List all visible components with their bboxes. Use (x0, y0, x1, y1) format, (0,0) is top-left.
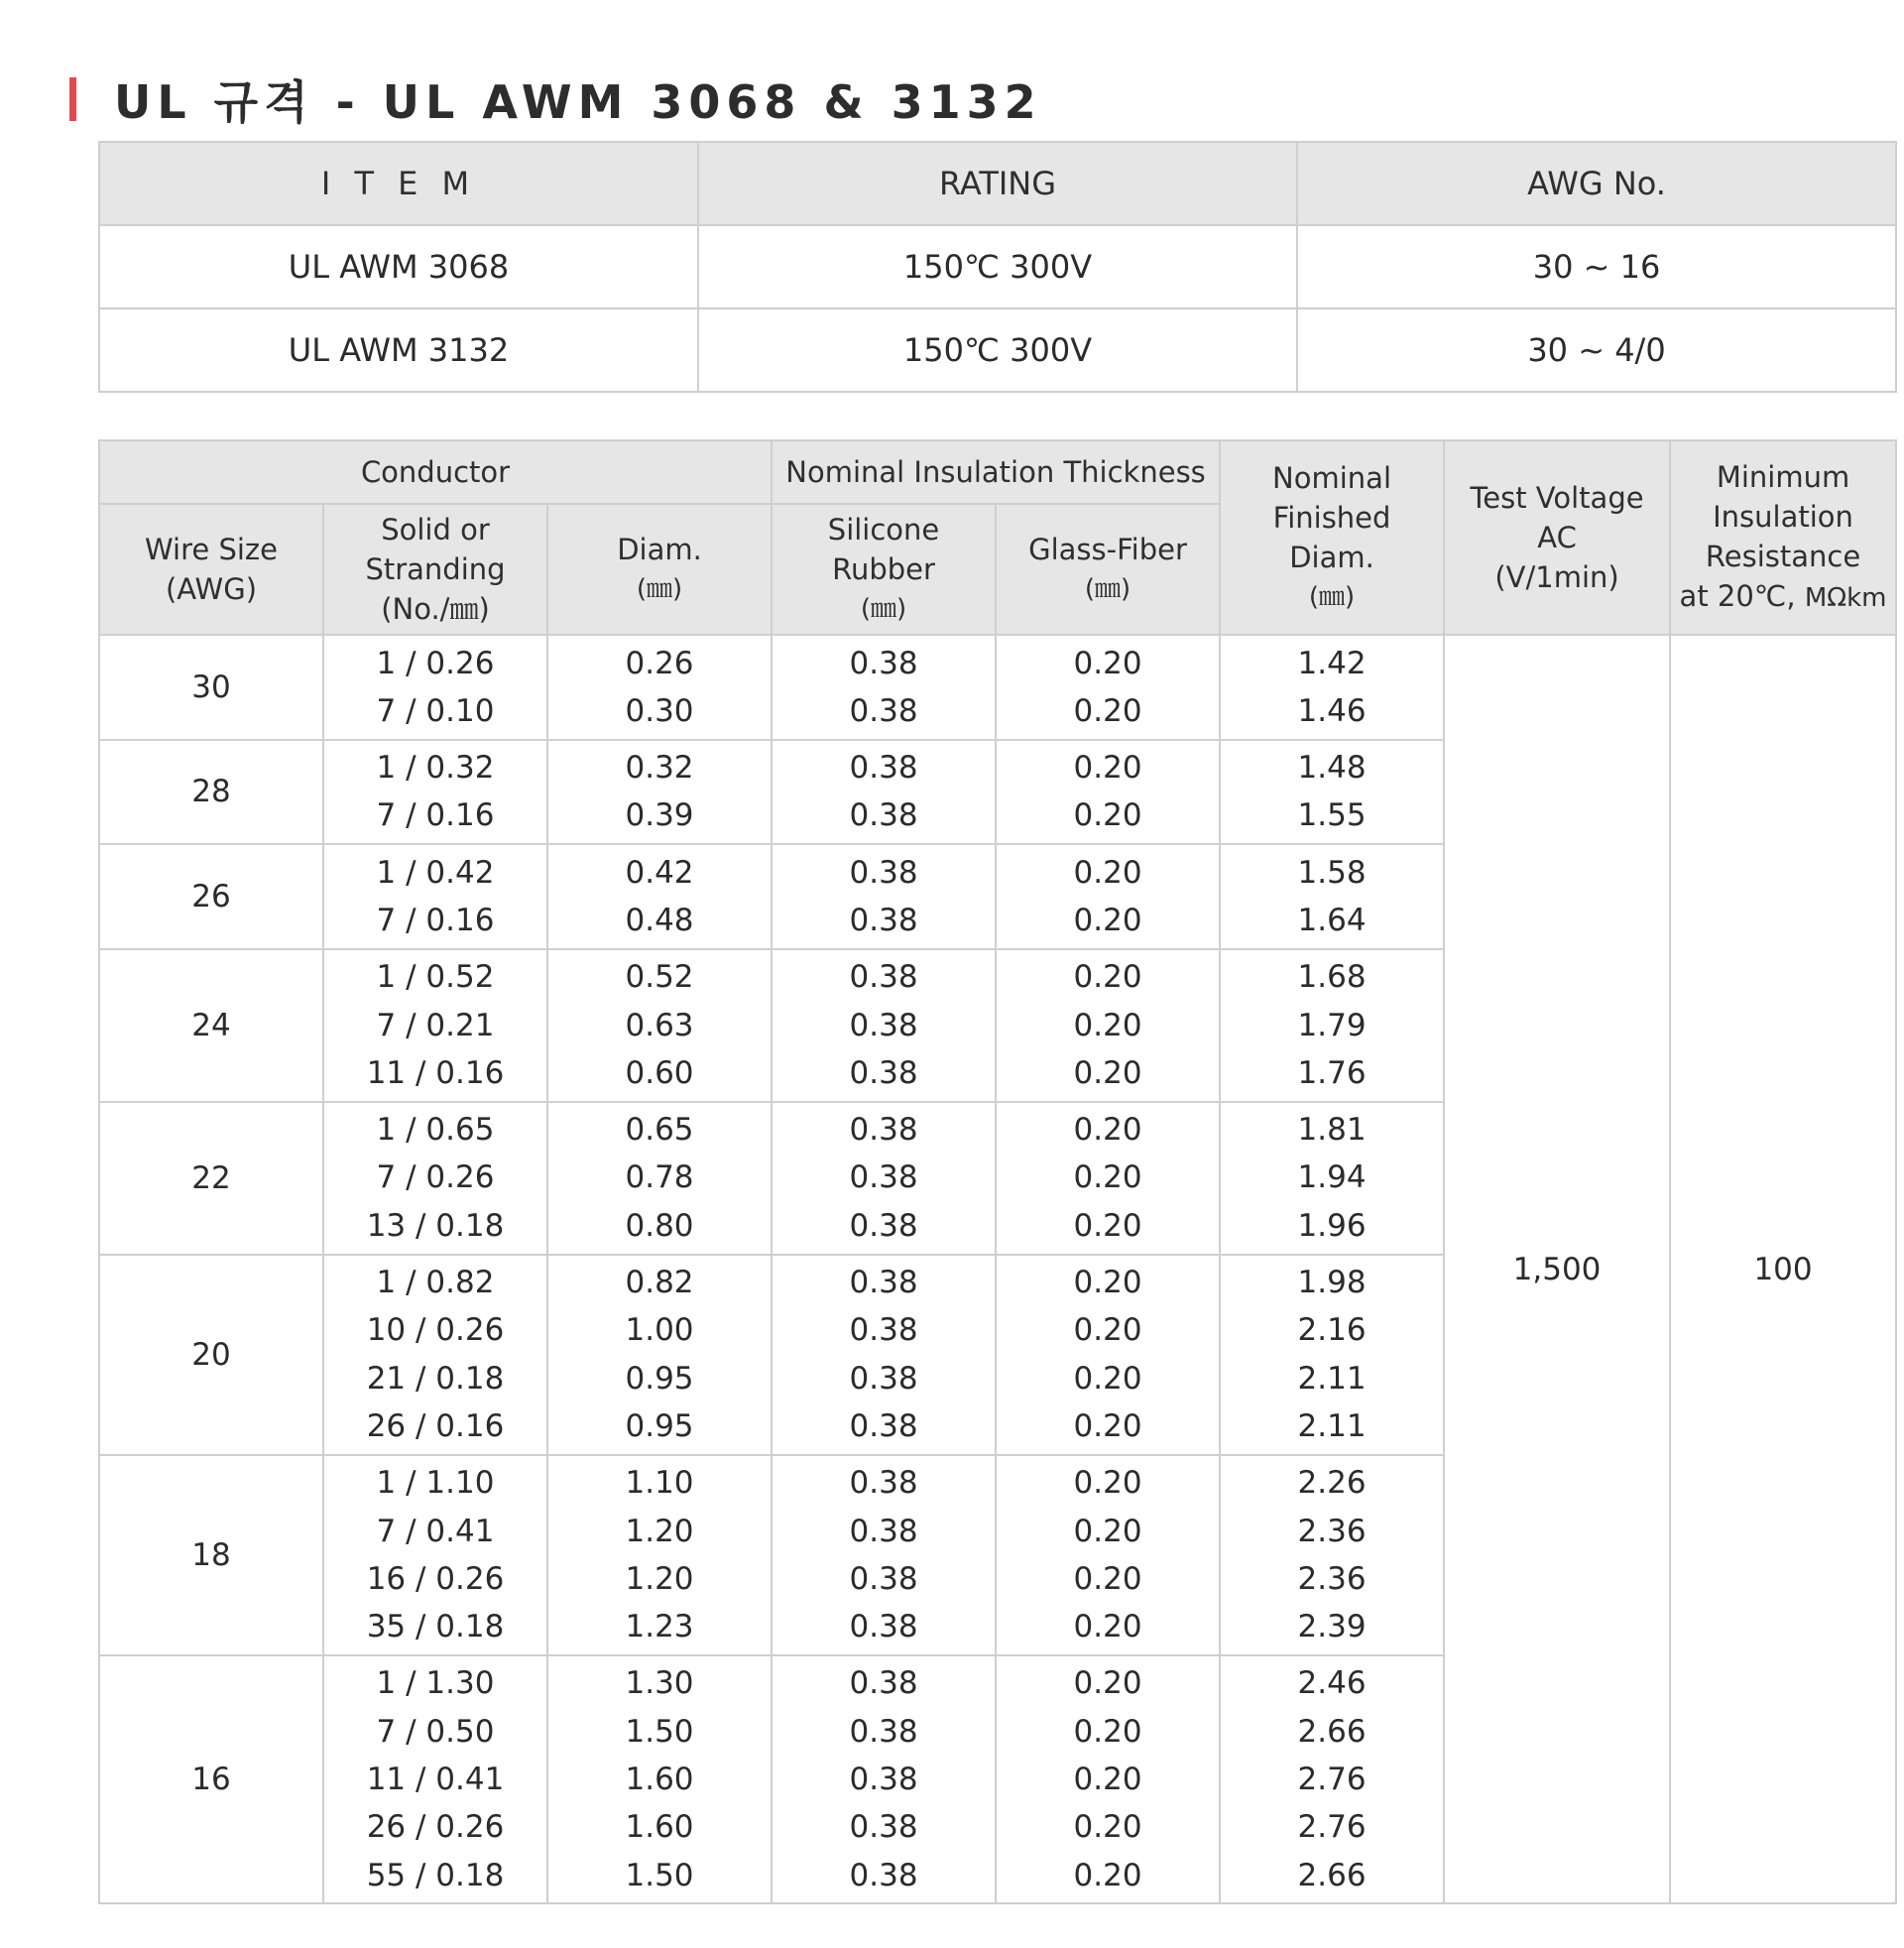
cell-value: 0.65 (625, 1112, 694, 1149)
cell-value: 0.38 (849, 1265, 918, 1301)
cell-value: 1.20 (625, 1513, 694, 1549)
finished-diam-cell (1220, 740, 1444, 845)
cell-value: 0.20 (1073, 1312, 1142, 1349)
wire-size-cell: 28 (99, 740, 323, 845)
cell-value: 1.55 (1297, 797, 1367, 834)
cell-value: 0.60 (625, 1054, 694, 1091)
cell-value: 0.38 (849, 854, 918, 891)
table-row (99, 308, 1896, 392)
cell-value: 0.20 (1073, 1265, 1142, 1301)
cell-value: 11 / 0.41 (366, 1762, 505, 1798)
cell-value: 0.78 (625, 1159, 694, 1196)
cell-value: 0.20 (1073, 797, 1142, 834)
cell-value: 0.80 (625, 1207, 694, 1244)
cell-value: 0.38 (849, 1207, 918, 1244)
wire-size-cell: 30 (99, 635, 323, 740)
silicone-rubber-cell (772, 740, 996, 845)
cell-value: 0.20 (1073, 902, 1142, 938)
cell-value: 1.94 (1297, 1159, 1367, 1196)
stranding-cell (323, 1455, 547, 1655)
cell-value: 1.79 (1297, 1007, 1367, 1043)
cell-value: 2.66 (1297, 1713, 1367, 1750)
finished-diam-cell (1220, 1102, 1444, 1255)
cell-value: 13 / 0.18 (366, 1207, 505, 1244)
cell-value: 0.20 (1073, 1407, 1142, 1444)
cell-value: 2.11 (1297, 1407, 1367, 1444)
cell-value: 0.30 (625, 692, 694, 729)
cell-value: 0.20 (1073, 854, 1142, 891)
cell-value: 0.38 (849, 1159, 918, 1196)
cell-value: 0.82 (625, 1265, 694, 1301)
cell-value: 1 / 0.52 (376, 959, 495, 996)
cell-value: 7 / 0.16 (376, 797, 495, 834)
awg-cell: 30 ~ 16 (1297, 225, 1896, 308)
glass-fiber-cell (996, 1255, 1220, 1455)
cell-value: 35 / 0.18 (366, 1609, 505, 1645)
cell-value: 0.95 (625, 1360, 694, 1397)
stranding-cell (323, 1255, 547, 1455)
cell-value: 0.20 (1073, 1360, 1142, 1397)
cell-value: 0.20 (1073, 1713, 1142, 1750)
cell-value: 0.20 (1073, 1762, 1142, 1798)
cell-value: 10 / 0.26 (366, 1312, 505, 1349)
page-title: UL 규격 - UL AWM 3068 & 3132 (114, 75, 1042, 129)
cell-value: 1 / 0.32 (376, 750, 495, 787)
cell-value: 0.32 (625, 750, 694, 787)
cell-value: 0.20 (1073, 750, 1142, 787)
cell-value: 7 / 0.10 (376, 692, 495, 729)
diam-cell (547, 1255, 772, 1455)
cell-value: 0.20 (1073, 692, 1142, 729)
section-title (69, 71, 1042, 127)
wire-size-cell: 16 (99, 1655, 323, 1904)
cell-value: 2.16 (1297, 1312, 1367, 1349)
cell-value: 2.66 (1297, 1857, 1367, 1893)
cell-value: 0.38 (849, 1312, 918, 1349)
cell-value: 0.38 (849, 692, 918, 729)
diam-cell (547, 1455, 772, 1655)
header-test-voltage: Test Voltage AC (V/1min) (1444, 440, 1670, 635)
cell-value: 2.26 (1297, 1465, 1367, 1502)
cell-value: 2.76 (1297, 1809, 1367, 1846)
stranding-cell (323, 1102, 547, 1255)
header-silicone-rubber: Silicone Rubber (㎜) (772, 504, 996, 635)
cell-value: 1.20 (625, 1560, 694, 1597)
cell-value: 0.63 (625, 1007, 694, 1043)
header-rating: RATING (698, 142, 1297, 225)
cell-value: 1 / 0.82 (376, 1265, 495, 1301)
silicone-rubber-cell (772, 844, 996, 949)
cell-value: 1.00 (625, 1312, 694, 1349)
cell-value: 0.38 (849, 1665, 918, 1702)
cell-value: 0.20 (1073, 959, 1142, 996)
stranding-cell (323, 949, 547, 1102)
cell-value: 1.64 (1297, 902, 1367, 938)
cell-value: 11 / 0.16 (366, 1054, 505, 1091)
diam-cell (547, 635, 772, 740)
wire-size-cell: 24 (99, 949, 323, 1102)
cell-value: 0.20 (1073, 1560, 1142, 1597)
awg-cell: 30 ~ 4/0 (1297, 308, 1896, 392)
cell-value: 0.42 (625, 854, 694, 891)
cell-value: 1.30 (625, 1665, 694, 1702)
stranding-cell (323, 844, 547, 949)
glass-fiber-cell (996, 740, 1220, 845)
item-cell: UL AWM 3132 (99, 308, 698, 392)
finished-diam-cell (1220, 1455, 1444, 1655)
cell-value: 0.38 (849, 1857, 918, 1893)
cell-value: 1 / 1.10 (376, 1465, 495, 1502)
cell-value: 1.68 (1297, 959, 1367, 996)
stranding-cell (323, 1655, 547, 1904)
cell-value: 1.42 (1297, 645, 1367, 681)
cell-value: 1.10 (625, 1465, 694, 1502)
glass-fiber-cell (996, 1655, 1220, 1904)
silicone-rubber-cell (772, 1102, 996, 1255)
glass-fiber-cell (996, 1102, 1220, 1255)
item-cell: UL AWM 3068 (99, 225, 698, 308)
header-finished-diam: Nominal Finished Diam. (㎜) (1220, 440, 1444, 635)
finished-diam-cell (1220, 1655, 1444, 1904)
finished-diam-cell (1220, 844, 1444, 949)
diam-cell (547, 1655, 772, 1904)
cell-value: 1 / 0.26 (376, 645, 495, 681)
silicone-rubber-cell (772, 1255, 996, 1455)
stranding-cell (323, 635, 547, 740)
cell-value: 2.76 (1297, 1762, 1367, 1798)
cell-value: 0.39 (625, 797, 694, 834)
cell-value: 26 / 0.26 (366, 1809, 505, 1846)
cell-value: 0.38 (849, 1112, 918, 1149)
diam-cell (547, 844, 772, 949)
cell-value: 0.38 (849, 797, 918, 834)
stranding-cell (323, 740, 547, 845)
cell-value: 1.60 (625, 1762, 694, 1798)
cell-value: 7 / 0.41 (376, 1513, 495, 1549)
cell-value: 0.52 (625, 959, 694, 996)
cell-value: 0.20 (1073, 1112, 1142, 1149)
cell-value: 1.50 (625, 1713, 694, 1750)
silicone-rubber-cell (772, 1655, 996, 1904)
cell-value: 0.38 (849, 645, 918, 681)
glass-fiber-cell (996, 949, 1220, 1102)
cell-value: 0.20 (1073, 1513, 1142, 1549)
cell-value: 7 / 0.16 (376, 902, 495, 938)
cell-value: 0.38 (849, 902, 918, 938)
wire-size-cell: 22 (99, 1102, 323, 1255)
cell-value: 0.38 (849, 1465, 918, 1502)
cell-value: 1.58 (1297, 854, 1367, 891)
cell-value: 0.38 (849, 750, 918, 787)
glass-fiber-cell (996, 1455, 1220, 1655)
cell-value: 2.36 (1297, 1560, 1367, 1597)
glass-fiber-cell (996, 635, 1220, 740)
header-item: I T E M (99, 142, 698, 225)
cell-value: 0.38 (849, 1007, 918, 1043)
header-awg-no: AWG No. (1297, 142, 1896, 225)
cell-value: 16 / 0.26 (366, 1560, 505, 1597)
silicone-rubber-cell (772, 949, 996, 1102)
cell-value: 1.48 (1297, 750, 1367, 787)
cell-value: 0.20 (1073, 1159, 1142, 1196)
diam-cell (547, 740, 772, 845)
finished-diam-cell (1220, 949, 1444, 1102)
glass-fiber-cell (996, 844, 1220, 949)
diam-cell (547, 1102, 772, 1255)
cell-value: 1.96 (1297, 1207, 1367, 1244)
min-resistance-cell: 100 (1670, 635, 1896, 1903)
cell-value: 0.20 (1073, 1465, 1142, 1502)
cell-value: 0.38 (849, 1360, 918, 1397)
wire-size-cell: 18 (99, 1455, 323, 1655)
rating-cell: 150℃ 300V (698, 308, 1297, 392)
cell-value: 0.26 (625, 645, 694, 681)
cell-value: 26 / 0.16 (366, 1407, 505, 1444)
cell-value: 0.20 (1073, 1609, 1142, 1645)
cell-value: 0.48 (625, 902, 694, 938)
header-min-resistance: Minimum Insulation Resistance at 20℃, MΩkm (1670, 440, 1896, 635)
cell-value: 0.38 (849, 1054, 918, 1091)
cell-value: 0.20 (1073, 645, 1142, 681)
cell-value: 0.95 (625, 1407, 694, 1444)
table-row (99, 635, 1896, 740)
cell-value: 21 / 0.18 (366, 1360, 505, 1397)
cell-value: 2.36 (1297, 1513, 1367, 1549)
table-row (99, 225, 1896, 308)
finished-diam-cell (1220, 1255, 1444, 1455)
cell-value: 1 / 0.65 (376, 1112, 495, 1149)
cell-value: 7 / 0.26 (376, 1159, 495, 1196)
rating-cell: 150℃ 300V (698, 225, 1297, 308)
wire-size-cell: 26 (99, 844, 323, 949)
cell-value: 0.20 (1073, 1809, 1142, 1846)
cell-value: 1.46 (1297, 692, 1367, 729)
silicone-rubber-cell (772, 635, 996, 740)
wire-size-cell: 20 (99, 1255, 323, 1455)
cell-value: 0.38 (849, 1407, 918, 1444)
diam-cell (547, 949, 772, 1102)
header-glass-fiber: Glass-Fiber (㎜) (996, 504, 1220, 635)
cell-value: 0.20 (1073, 1054, 1142, 1091)
spec-table (98, 439, 1897, 1904)
cell-value: 0.20 (1073, 1007, 1142, 1043)
cell-value: 0.38 (849, 1713, 918, 1750)
header-diam: Diam. (㎜) (547, 504, 772, 635)
cell-value: 1.81 (1297, 1112, 1367, 1149)
cell-value: 1.98 (1297, 1265, 1367, 1301)
rating-table (98, 141, 1897, 393)
header-stranding: Solid or Stranding (No./㎜) (323, 504, 547, 635)
silicone-rubber-cell (772, 1455, 996, 1655)
header-conductor: Conductor (99, 440, 772, 504)
cell-value: 0.38 (849, 959, 918, 996)
cell-value: 7 / 0.21 (376, 1007, 495, 1043)
cell-value: 1 / 1.30 (376, 1665, 495, 1702)
cell-value: 7 / 0.50 (376, 1713, 495, 1750)
cell-value: 2.11 (1297, 1360, 1367, 1397)
cell-value: 1.50 (625, 1857, 694, 1893)
cell-value: 1.76 (1297, 1054, 1367, 1091)
spec-table-body (99, 635, 1896, 1903)
cell-value: 55 / 0.18 (366, 1857, 505, 1893)
cell-value: 0.20 (1073, 1857, 1142, 1893)
cell-value: 0.20 (1073, 1207, 1142, 1244)
header-insulation-thickness: Nominal Insulation Thickness (772, 440, 1220, 504)
header-wire-size: Wire Size (AWG) (99, 504, 323, 635)
cell-value: 2.46 (1297, 1665, 1367, 1702)
cell-value: 0.38 (849, 1513, 918, 1549)
cell-value: 0.38 (849, 1809, 918, 1846)
title-accent-bar (69, 77, 76, 121)
cell-value: 1.60 (625, 1809, 694, 1846)
cell-value: 1.23 (625, 1609, 694, 1645)
cell-value: 1 / 0.42 (376, 854, 495, 891)
cell-value: 0.38 (849, 1560, 918, 1597)
cell-value: 0.20 (1073, 1665, 1142, 1702)
test-voltage-cell: 1,500 (1444, 635, 1670, 1903)
finished-diam-cell (1220, 635, 1444, 740)
cell-value: 2.39 (1297, 1609, 1367, 1645)
cell-value: 0.38 (849, 1762, 918, 1798)
cell-value: 0.38 (849, 1609, 918, 1645)
